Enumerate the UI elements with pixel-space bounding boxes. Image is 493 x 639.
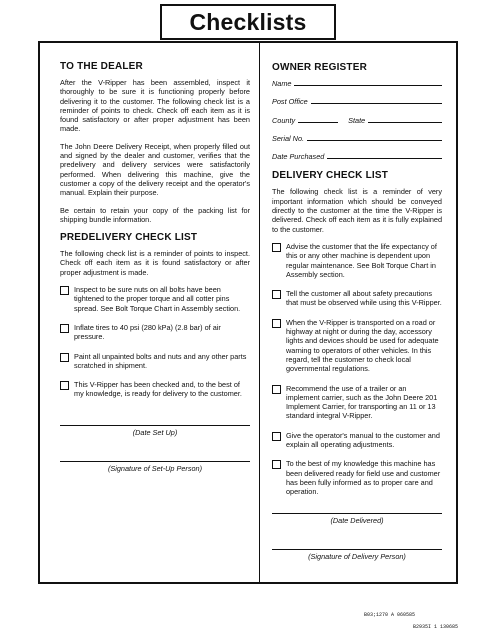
item-text: Tell the customer all about safety precautions that must be observed while using this V-Ripper.: [286, 289, 442, 308]
item-text: This V-Ripper has been checked and, to the best of my knowledge, is ready for delivery to the customer.: [74, 380, 242, 399]
checkbox[interactable]: [60, 381, 69, 390]
delivery-item: [272, 289, 442, 308]
serial-field: [272, 134, 442, 143]
page-title: Checklists: [189, 8, 307, 35]
item-text: Inflate tires to 40 psi (280 kPa) (2.8 bar) of air pressure.: [74, 322, 221, 342]
delivery-item: [272, 242, 442, 279]
item-text: To the best of my knowledge this machine has been delivered ready for field use and customer has been fully informed as to proper care and operation.: [286, 459, 441, 497]
dealer-paragraph: Be certain to retain your copy of the packing list for shipping bundle information.: [60, 205, 250, 224]
checkbox[interactable]: [272, 460, 281, 469]
name-line[interactable]: [294, 79, 442, 86]
item-text: Recommend the use of a trailer or an implement carrier, such as the John Deere 201 Implement Carrier, for transporting an 11 or 13 standard integral V-Ripper.: [286, 383, 438, 421]
serial-label: Serial No.: [272, 133, 305, 143]
delivery-item: [272, 431, 442, 450]
dealer-paragraph: The John Deere Delivery Receipt, when properly filled out and signed by the dealer and customer, verifies that the predelivery and delivery services were satisfactorily performed. When delivering this machine, give the customer a copy of the delivery receipt and the operator's manual. Explain their purpose.: [60, 141, 250, 198]
dealer-heading: TO THE DEALER: [60, 61, 143, 72]
predelivery-item: [60, 352, 250, 371]
predelivery-heading: PREDELIVERY CHECK LIST: [60, 232, 198, 244]
date-delivered-label: (Date Delivered): [330, 515, 384, 525]
delivery-item: [272, 318, 442, 374]
state-line[interactable]: [368, 116, 442, 123]
checkbox[interactable]: [60, 286, 69, 295]
setup-signature-label: (Signature of Set-Up Person): [107, 464, 203, 474]
dealer-paragraph: After the V-Ripper has been assembled, inspect it thoroughly to be sure it is functioning properly before delivering it to the customer. The following check list is a reminder of points to check. Check off each item as it is found satisfactory or after proper adjustment has been made.: [60, 78, 250, 134]
left-column: [60, 52, 250, 473]
county-state-field: [272, 116, 442, 125]
item-text: Advise the customer that the life expectancy of this or any other machine is dependent upon regular maintenance. See Bolt Torque Chart in Assembly section.: [286, 241, 437, 279]
date-purchased-line[interactable]: [327, 152, 442, 159]
item-text: When the V-Ripper is transported on a road or highway at night or during the day, accessory lights and devices should be used for adequate warning to operators of other vehicles. In this regard, tell the customer to check local governmental regulations.: [286, 317, 439, 374]
checkbox[interactable]: [272, 243, 281, 252]
column-divider: [259, 41, 260, 584]
owner-heading: OWNER REGISTER: [272, 62, 368, 73]
date-setup-field: [60, 425, 250, 437]
setup-signature-line[interactable]: [60, 461, 250, 462]
name-field: [272, 79, 442, 88]
post-office-label: Post Office: [272, 97, 308, 107]
predelivery-intro: The following check list is a reminder of points to inspect. Check off each item as it is found satisfactory or after proper adjustment is made.: [60, 249, 250, 277]
predelivery-item: [60, 380, 250, 399]
page-title-box: [160, 4, 336, 40]
date-purchased-field: [272, 152, 442, 161]
delivery-signature-field: [272, 549, 442, 561]
checkbox[interactable]: [272, 319, 281, 328]
delivery-intro: The following check list is a reminder of very important information which should be conveyed directly to the customer at the time the V-Ripper is delivered. Check off each item as it is fully explained to the customer.: [272, 187, 442, 234]
predelivery-item: [60, 285, 250, 313]
state-label: State: [348, 115, 366, 125]
delivery-item: [272, 459, 442, 496]
date-setup-label: (Date Set Up): [132, 427, 178, 437]
serial-line[interactable]: [307, 134, 442, 141]
post-office-line[interactable]: [311, 97, 442, 104]
date-setup-line[interactable]: [60, 425, 250, 426]
delivery-item: [272, 384, 442, 421]
form-code: B03;1270 A 060585: [364, 612, 416, 618]
checkbox[interactable]: [272, 385, 281, 394]
name-label: Name: [272, 79, 292, 88]
date-purchased-label: Date Purchased: [272, 152, 325, 162]
date-delivered-field: [272, 513, 442, 525]
item-text: Inspect to be sure nuts on all bolts have been tightened to the proper torque and all cotter pins spread. See Bolt Torque Chart in Assembly section.: [74, 285, 241, 313]
item-text: Give the operator's manual to the customer and explain all operating adjustments.: [286, 430, 440, 450]
county-line[interactable]: [298, 116, 338, 123]
delivery-signature-line[interactable]: [272, 549, 442, 550]
predelivery-item: [60, 323, 250, 342]
checkbox[interactable]: [60, 353, 69, 362]
right-column: [272, 52, 442, 561]
delivery-heading: DELIVERY CHECK LIST: [272, 170, 389, 182]
item-text: Paint all unpainted bolts and nuts and any other parts scratched in shipment.: [74, 351, 247, 370]
checkbox[interactable]: [272, 432, 281, 441]
checkbox[interactable]: [60, 324, 69, 333]
date-delivered-line[interactable]: [272, 513, 442, 514]
county-label: County: [272, 115, 296, 125]
post-office-field: [272, 97, 442, 106]
delivery-signature-label: (Signature of Delivery Person): [308, 551, 406, 561]
page-code: B2935I 1 130685: [413, 624, 459, 630]
checkbox[interactable]: [272, 290, 281, 299]
setup-signature-field: [60, 461, 250, 473]
